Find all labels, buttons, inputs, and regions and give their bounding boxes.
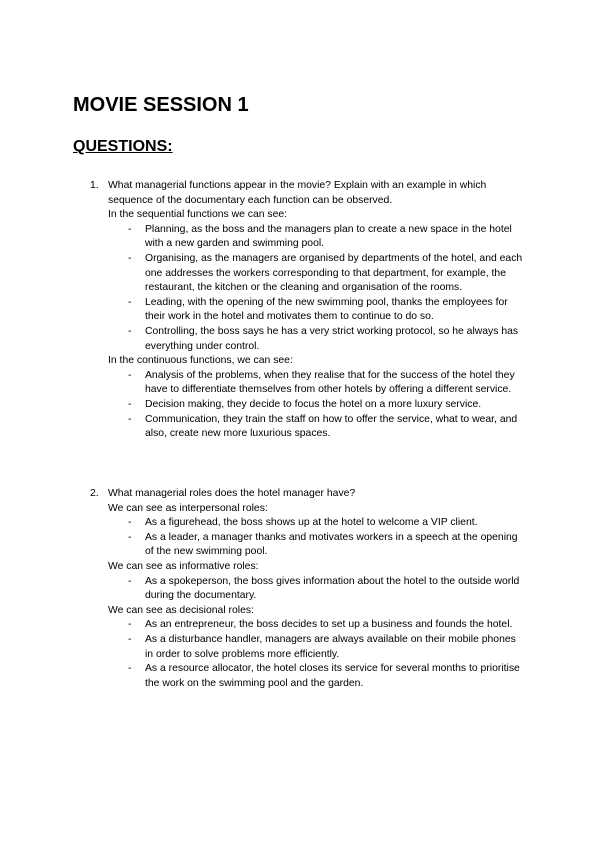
dash-bullet: - bbox=[128, 398, 132, 410]
dash-bullet: - bbox=[128, 663, 132, 675]
list-item-text: As a resource allocator, the hotel closes its service for several months to prioritise the work on the swimming pool and the garden. bbox=[145, 663, 520, 689]
bullet-list bbox=[0, 223, 600, 354]
question-text bbox=[0, 179, 520, 208]
list-item bbox=[0, 398, 523, 413]
list-item bbox=[0, 516, 523, 531]
dash-bullet: - bbox=[128, 252, 132, 264]
list-item-text: Analysis of the problems, when they realise that for the success of the hotel they have to differentiate themselves from other hotels by offering a different service. bbox=[145, 369, 515, 396]
list-item-text: Planning, as the boss and the managers plan to create a new space in the hotel with a new garden and swimming pool. bbox=[145, 223, 512, 250]
group-intro: We can see as interpersonal roles: bbox=[108, 502, 268, 514]
list-item bbox=[0, 413, 523, 442]
bullet-list bbox=[0, 369, 600, 442]
group-intro: In the sequential functions we can see: bbox=[108, 209, 288, 221]
bullet-list bbox=[0, 618, 600, 691]
list-item bbox=[0, 618, 523, 633]
bullet-list bbox=[0, 516, 600, 560]
dash-bullet: - bbox=[128, 369, 132, 381]
list-item-text: Controlling, the boss says he has a very strict working protocol, so he always has everything under control. bbox=[145, 325, 519, 352]
question-number: 2. bbox=[90, 488, 99, 499]
questions-heading: QUESTIONS: bbox=[73, 138, 173, 155]
question-prompt: What managerial functions appear in the movie? Explain with an example in which sequence of the documentary each function can be observed. bbox=[108, 180, 487, 206]
list-item bbox=[0, 325, 523, 354]
list-item-text: As a spokeperson, the boss gives information about the hotel to the outside world during the documentary. bbox=[145, 575, 520, 602]
list-item bbox=[0, 531, 523, 560]
list-item bbox=[0, 662, 523, 691]
question-text bbox=[0, 487, 520, 502]
question-1 bbox=[0, 179, 600, 442]
dash-bullet: - bbox=[128, 575, 132, 587]
list-item bbox=[0, 633, 523, 662]
list-item-text: As a leader, a manager thanks and motivates workers in a speech at the opening of the new swimming pool. bbox=[145, 531, 518, 558]
list-item bbox=[0, 575, 523, 604]
list-item-text: As a figurehead, the boss shows up at the hotel to welcome a VIP client. bbox=[145, 517, 478, 529]
question-prompt: What managerial roles does the hotel manager have? bbox=[108, 488, 356, 499]
group-intro: We can see as decisional roles: bbox=[108, 604, 254, 616]
bullet-list bbox=[0, 575, 600, 604]
list-item bbox=[0, 296, 523, 325]
document-title: MOVIE SESSION 1 bbox=[73, 94, 249, 116]
list-item-text: Communication, they train the staff on how to offer the service, what to wear, and also, create new more luxurious spaces. bbox=[145, 413, 518, 440]
dash-bullet: - bbox=[128, 296, 132, 308]
group-intro: We can see as informative roles: bbox=[108, 560, 259, 572]
list-item-text: Organising, as the managers are organised by departments of the hotel, and each one addresses the workers corresponding to that department, for example, the restaurant, the kitchen or the cleaning and organisation of the rooms. bbox=[145, 252, 523, 294]
list-item-text: Decision making, they decide to focus the hotel on a more luxury service. bbox=[145, 398, 482, 410]
dash-bullet: - bbox=[128, 413, 132, 425]
list-item bbox=[0, 223, 523, 252]
dash-bullet: - bbox=[128, 325, 132, 337]
list-item bbox=[0, 252, 523, 296]
group-intro: In the continuous functions, we can see: bbox=[108, 355, 293, 367]
list-item bbox=[0, 369, 523, 398]
dash-bullet: - bbox=[128, 223, 132, 235]
list-item-text: As a disturbance handler, managers are always available on their mobile phones in order to solve problems more efficiently. bbox=[145, 633, 516, 660]
dash-bullet: - bbox=[128, 633, 132, 645]
list-item-text: Leading, with the opening of the new swimming pool, thanks the employees for their work in the hotel and motivates them to continue to do so. bbox=[145, 296, 508, 323]
dash-bullet: - bbox=[128, 619, 132, 631]
dash-bullet: - bbox=[128, 531, 132, 543]
question-number: 1. bbox=[90, 180, 99, 191]
question-2 bbox=[0, 487, 600, 691]
list-item-text: As an entrepreneur, the boss decides to set up a business and founds the hotel. bbox=[145, 619, 513, 631]
dash-bullet: - bbox=[128, 517, 132, 529]
